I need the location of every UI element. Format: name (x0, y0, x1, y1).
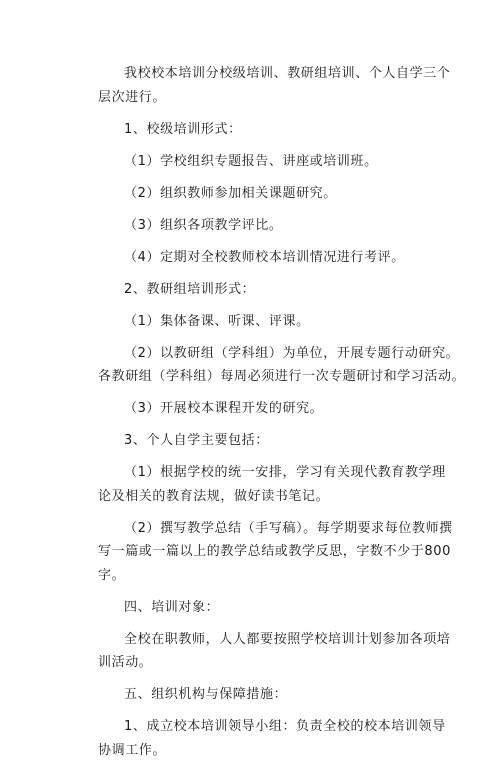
list-item (72, 214, 434, 238)
text-line: 全校在职教师，人人都要按照学校培训计划参加各项培 (124, 631, 451, 647)
text-line: 写一篇或一篇以上的教学总结或教学反思，字数不少于800 (98, 544, 452, 559)
section-heading-teaching-group (72, 278, 434, 302)
text-line: （3）开展校本课程开发的研究。 (124, 401, 324, 416)
text-line: （3）组织各项教学评比。 (124, 217, 283, 233)
list-item (72, 397, 434, 421)
text-line: 1、成立校本培训领导小组：负责全校的校本培训领导 (124, 719, 446, 734)
list-item (72, 461, 446, 508)
list-item (72, 517, 453, 588)
paragraph-intro (72, 62, 451, 109)
text-line: 各教研组（学科组）每周必须进行一次专题研讨和学习活动。 (98, 369, 466, 384)
paragraph-training-target (72, 628, 451, 675)
text-line: 3、个人自学主要包括： (124, 433, 269, 448)
list-item (72, 182, 434, 206)
text-line: 字。 (98, 567, 126, 583)
text-line: （1）根据学校的统一安排，学习有关现代教育教学理 (124, 465, 446, 480)
text-line: 协调工作。 (98, 742, 167, 758)
text-line: 2、教研组培训形式： (124, 281, 256, 297)
section-heading-training-target (72, 596, 434, 620)
list-item (72, 342, 466, 389)
list-item (72, 246, 434, 270)
list-item (72, 310, 434, 334)
text-line: （1）集体备课、听课、评课。 (124, 313, 310, 329)
text-line: （2）撰写教学总结（手写稿）。每学期要求每位教师撰 (124, 520, 453, 536)
text-line: 1、校级培训形式： (124, 121, 242, 137)
section-heading-organization (72, 683, 434, 707)
text-line: 五、组织机构与保障措施： (124, 687, 288, 702)
text-line: （2）以教研组（学科组）为单位，开展专题行动研究。 (124, 345, 460, 361)
list-item (72, 150, 434, 174)
text-line: （1）学校组织专题报告、讲座或培训班。 (124, 153, 378, 169)
text-line: （4）定期对全校教师校本培训情况进行考评。 (124, 249, 405, 265)
text-line: 论及相关的教育法规，做好读书笔记。 (98, 488, 330, 504)
section-heading-self-study (72, 429, 434, 453)
document-body (72, 62, 466, 771)
text-line: （2）组织教师参加相关课题研究。 (124, 185, 337, 201)
text-line: 我校校本培训分校级培训、教研组培训、个人自学三个 (124, 66, 451, 81)
text-line: 训活动。 (98, 655, 153, 670)
text-line: 四、培训对象： (124, 599, 220, 615)
text-line: 层次进行。 (98, 89, 167, 105)
list-item (72, 715, 446, 762)
section-heading-school-level (72, 118, 434, 142)
